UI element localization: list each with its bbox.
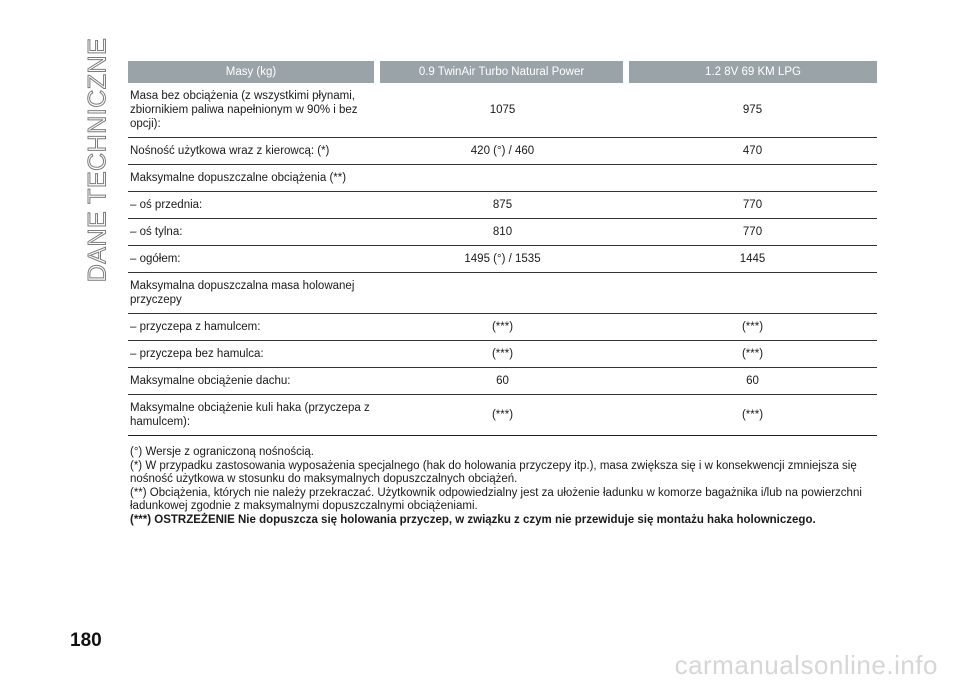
row-value-twinair: (***) <box>377 341 626 368</box>
row-label: – oś przednia: <box>128 192 377 219</box>
row-value-twinair: 810 <box>377 219 626 246</box>
header-twinair: 0.9 TwinAir Turbo Natural Power <box>377 61 626 83</box>
row-value-twinair: (***) <box>377 314 626 341</box>
row-value-lpg: 770 <box>626 219 877 246</box>
table-row <box>128 138 877 165</box>
section-title-text: DANE TECHNICZNE <box>83 37 112 283</box>
row-label: Maksymalne obciążenie dachu: <box>128 368 377 395</box>
row-label: – przyczepa bez hamulca: <box>128 341 377 368</box>
footnote: (**) Obciążenia, których nie należy przekraczać. Użytkownik odpowiedzialny jest za ułożenie ładunku w komorze bagażnika i/lub na powierzchni ładunkowej zgodnie z maksymalnymi dopuszczalnymi obciążeniami. <box>130 486 862 513</box>
row-value-lpg: 60 <box>626 368 877 395</box>
table-row <box>128 314 877 341</box>
row-value-twinair: 1495 (°) / 1535 <box>377 246 626 273</box>
table-row <box>128 219 877 246</box>
table-row <box>128 395 877 436</box>
header-lpg: 1.2 8V 69 KM LPG <box>626 61 877 83</box>
row-label: – oś tylna: <box>128 219 377 246</box>
row-label: – przyczepa z hamulcem: <box>128 314 377 341</box>
watermark: carmanualsonline.info <box>674 650 938 680</box>
row-value-lpg: 470 <box>626 138 877 165</box>
table-row <box>128 273 877 314</box>
row-value-lpg: (***) <box>626 341 877 368</box>
footnote: (°) Wersje z ograniczoną nośnością. <box>130 446 314 458</box>
header-masses: Masy (kg) <box>128 61 377 83</box>
row-label: Nośność użytkowa wraz z kierowcą: (*) <box>128 138 377 165</box>
table-row <box>128 246 877 273</box>
row-value-twinair: 875 <box>377 192 626 219</box>
row-value-lpg: (***) <box>626 314 877 341</box>
warning-footnote: (***) OSTRZEŻENIE Nie dopuszcza się holowania przyczep, w związku z czym nie przewiduje się montażu haka holowniczego. <box>130 513 816 526</box>
table-row <box>128 192 877 219</box>
row-value-lpg: 975 <box>626 83 877 138</box>
row-value-lpg <box>626 273 877 314</box>
row-value-twinair: 60 <box>377 368 626 395</box>
row-label: Masa bez obciążenia (z wszystkimi płynami, zbiornikiem paliwa napełnionym w 90% i bez opcji): <box>128 83 377 138</box>
row-value-twinair <box>377 165 626 192</box>
row-value-twinair: 420 (°) / 460 <box>377 138 626 165</box>
row-value-twinair: (***) <box>377 395 626 436</box>
row-value-lpg: 1445 <box>626 246 877 273</box>
mass-spec-table <box>128 61 877 436</box>
row-label: – ogółem: <box>128 246 377 273</box>
footnotes <box>130 446 878 528</box>
table-row <box>128 83 877 138</box>
table-row <box>128 165 877 192</box>
row-value-lpg <box>626 165 877 192</box>
table-row <box>128 341 877 368</box>
row-value-lpg: 770 <box>626 192 877 219</box>
table-header-row <box>128 61 877 83</box>
row-value-lpg: (***) <box>626 395 877 436</box>
section-title <box>80 37 116 283</box>
row-label: Maksymalne obciążenie kuli haka (przyczepa z hamulcem): <box>128 395 377 436</box>
row-label: Maksymalne dopuszczalne obciążenia (**) <box>128 165 377 192</box>
row-label: Maksymalna dopuszczalna masa holowanej przyczepy <box>128 273 377 314</box>
row-value-twinair <box>377 273 626 314</box>
table-row <box>128 368 877 395</box>
row-value-twinair: 1075 <box>377 83 626 138</box>
page-number: 180 <box>70 630 102 651</box>
footnote: (*) W przypadku zastosowania wyposażenia specjalnego (hak do holowania przyczepy itp.), masa zwiększa się i w konsekwencji zmniejsza się nośność użytkowa w stosunku do maksymalnych dopuszczalnych obciążeń. <box>130 459 857 486</box>
